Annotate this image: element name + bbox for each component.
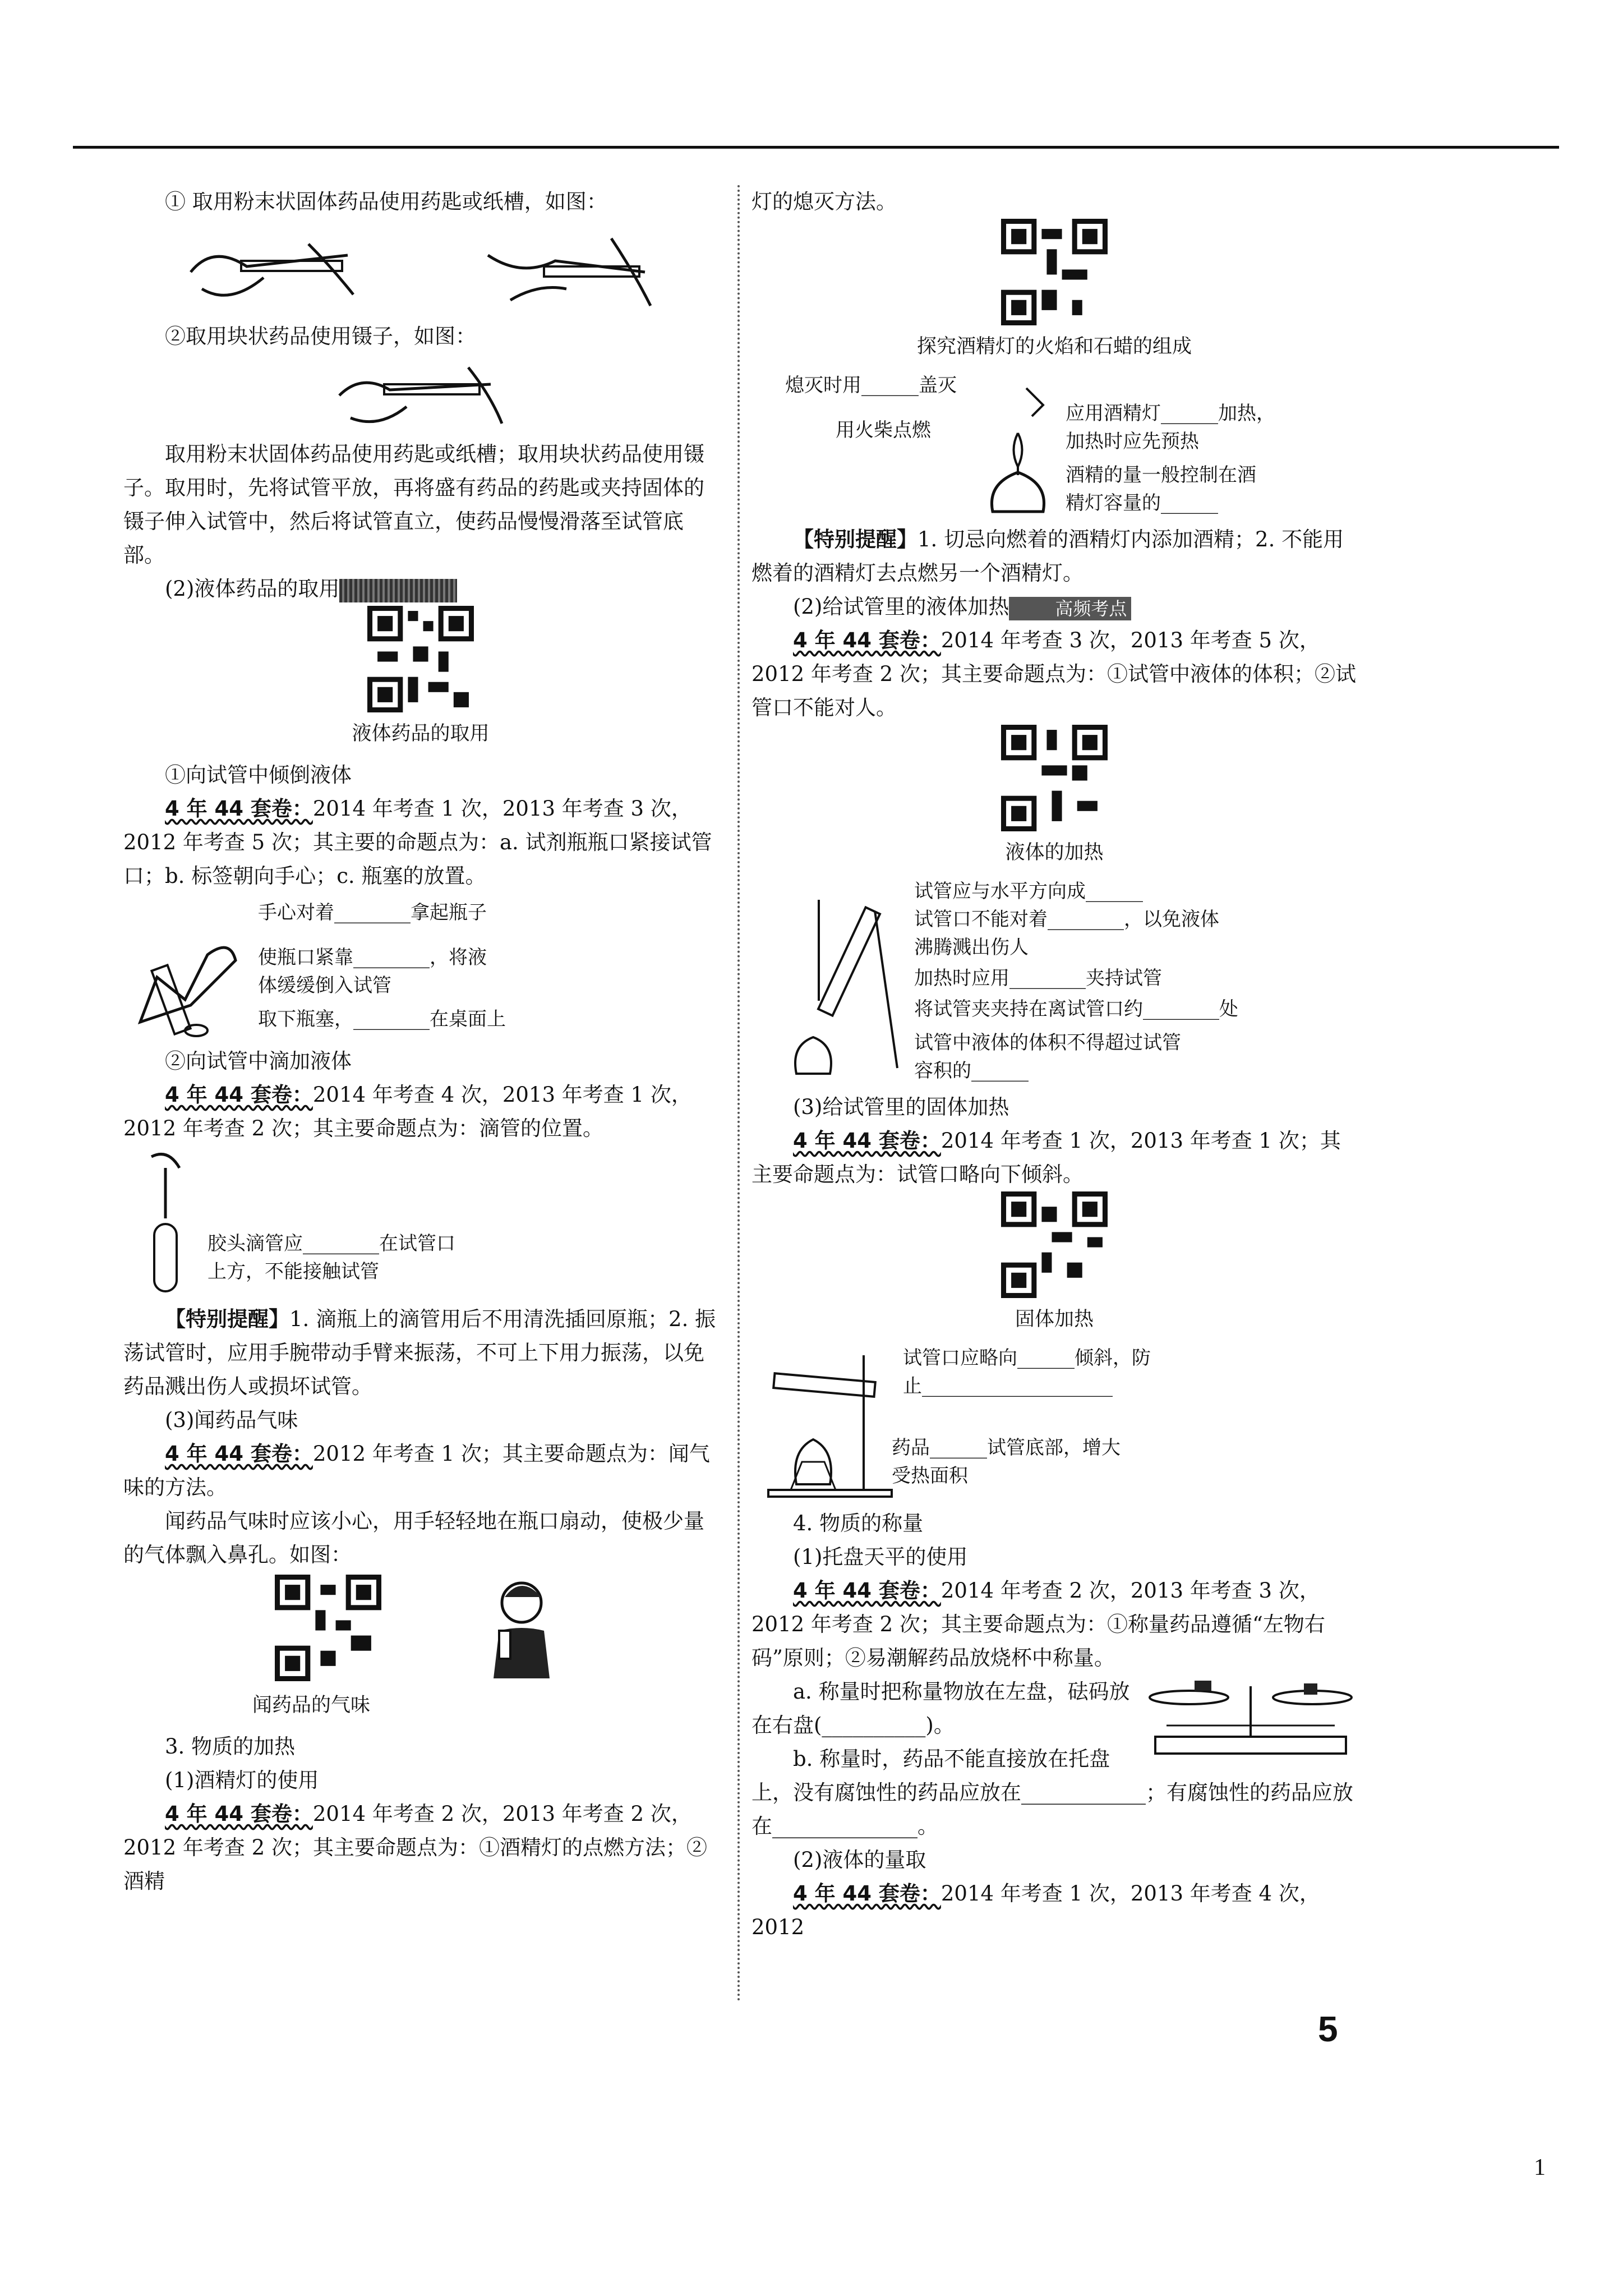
lamp-exam-text: 4 年 44 套卷：2014 年考查 2 次，2013 年考查 2 次，2012 年考查 2 次；其主要命题点为：①酒精灯的点燃方法；②酒精 (123, 1802, 707, 1893)
lamp-caption: 探究酒精灯的火焰和石蜡的组成 (916, 335, 1192, 358)
liq-label-4: 加热时应用________夹持试管 (914, 967, 1162, 990)
exam-tag: 4 年 44 套卷： (165, 1442, 313, 1466)
solid-label-3: 药品______试管底部，增大 (892, 1437, 1121, 1459)
balance-scale-illustration (1144, 1675, 1357, 1770)
lamp-label-1: 熄灭时用______盖灭 (785, 374, 957, 397)
measure-heading: (2)液体的量取 (793, 1848, 926, 1872)
pour-label-2: 使瓶口紧靠________，将液 (258, 946, 487, 969)
tweezers-hands-illustration (328, 356, 513, 435)
drop-exam-text: 4 年 44 套卷：2014 年考查 4 次，2013 年考查 1 次，2012 年考查 2 次；其主要命题点为：滴管的位置。 (123, 1083, 692, 1140)
page-number: 5 (1318, 2009, 1338, 2049)
liq-label-7: 容积的______ (914, 1060, 1029, 1082)
drop-diagram (123, 1145, 718, 1303)
exam-tag: 4 年 44 套卷： (793, 1881, 941, 1906)
pour-label-4: 取下瓶塞，________在桌面上 (258, 1008, 506, 1030)
liq-label-3: 沸腾溅出伤人 (914, 936, 1029, 959)
exam-tag: 4 年 44 套卷： (793, 1129, 941, 1153)
pour-exam-text: 4 年 44 套卷：2014 年考查 1 次，2013 年考查 3 次，2012 年考查 5 次；其主要的命题点为：a. 试剂瓶瓶口紧接试管口；b. 标签朝向手心；c. 瓶塞的放置。 (123, 797, 712, 888)
balance-a: a. 称量时把称量物放在左盘，砝码放在右盘(__________)。 (751, 1680, 1130, 1737)
smell-exam-text: 4 年 44 套卷：2012 年考查 1 次；其主要命题点为：闻气味的方法。 (123, 1442, 710, 1499)
high-frequency-badge: 高频考点 (1009, 597, 1131, 620)
qr-code-icon[interactable] (1001, 725, 1108, 831)
drop-label-1: 胶头滴管应________在试管口 (208, 1232, 455, 1255)
tweezers-text: ②取用块状药品使用镊子，如图： (165, 324, 476, 348)
alcohol-lamp-illustration (976, 383, 1060, 517)
liquid-heat-caption: 液体的加热 (1005, 841, 1104, 864)
lamp-heading: (1)酒精灯的使用 (165, 1768, 319, 1792)
liquid-heat-heading: (2)给试管里的液体加热 高频考点 (751, 590, 1357, 624)
solid-heat-caption: 固体加热 (1015, 1308, 1094, 1331)
pour-label-1: 手心对着________拿起瓶子 (258, 901, 487, 924)
smell-heading: (3)闻药品气味 (165, 1408, 298, 1432)
pouring-illustration (123, 893, 252, 1039)
lamp-label-5: 酒精的量一般控制在酒 (1066, 464, 1256, 486)
lamp-label-3: 应用酒精灯______加热， (1066, 402, 1275, 425)
remind-2: 【特别提醒】1. 切忌向燃着的酒精灯内添加酒精；2. 不能用燃着的酒精灯去点燃另一个酒精灯。 (751, 527, 1344, 585)
liq-label-5: 将试管夹夹持在离试管口约________处 (914, 998, 1238, 1020)
weighing-heading: 4. 物质的称量 (793, 1511, 924, 1535)
qr-code-icon[interactable] (367, 606, 474, 712)
smell-paragraph: 闻药品气味时应该小心，用手轻轻地在瓶口扇动，使极少量的气体飘入鼻孔。如图： (123, 1509, 704, 1567)
person-smelling-illustration (482, 1575, 566, 1681)
solid-heating-apparatus-illustration (763, 1350, 897, 1501)
qr-code-icon[interactable] (275, 1575, 381, 1681)
continuation-text: 灯的熄灭方法。 (751, 190, 897, 214)
drop-heading: ②向试管中滴加液体 (165, 1049, 352, 1073)
tweezers-figure (123, 353, 718, 438)
solid-label-2: 止____________________ (903, 1375, 1113, 1397)
test-tube-heating-illustration (785, 889, 909, 1079)
dropper-illustration (123, 1145, 208, 1297)
lamp-qr-block (751, 219, 1357, 325)
footer-page-number: 1 (1534, 2155, 1546, 2180)
solid-method-paragraph: 取用粉末状固体药品使用药匙或纸槽；取用块状药品使用镊子。取用时，先将试管平放，再将盛有药品的药匙或夹持固体的镊子伸入试管中，然后将试管直立，使药品慢慢滑落至试管底部。 (123, 442, 704, 567)
exam-tag: 4 年 44 套卷： (165, 1083, 313, 1107)
liq-label-1: 试管应与水平方向成______ (914, 880, 1143, 903)
balance-exam-text: 4 年 44 套卷：2014 年考查 2 次，2013 年考查 3 次，2012 年考查 2 次；其主要命题点为：①称量药品遵循“左物右码”原则；②易潮解药品放烧杯中称量。 (751, 1579, 1325, 1670)
redacted-badge (339, 579, 457, 602)
pour-diagram (123, 893, 718, 1045)
left-column (123, 185, 718, 1898)
liquid-heat-exam-text: 4 年 44 套卷：2014 年考查 3 次，2013 年考查 5 次，2012 年考查 2 次；其主要命题点为：①试管中液体的体积；②试管口不能对人。 (751, 628, 1356, 720)
exam-tag: 4 年 44 套卷： (793, 628, 941, 652)
header-rule (73, 146, 1559, 149)
pour-heading: ①向试管中倾倒液体 (165, 763, 352, 787)
qr-code-icon[interactable] (1001, 1191, 1108, 1298)
liquid-heat-qr-block (751, 725, 1357, 831)
powder-text: ① 取用粉末状固体药品使用药匙或纸槽，如图： (165, 190, 607, 214)
measure-exam-text: 4 年 44 套卷：2014 年考查 1 次，2013 年考查 4 次，2012 (751, 1881, 1320, 1939)
drop-label-2: 上方，不能接触试管 (208, 1260, 379, 1283)
solid-heat-exam-text: 4 年 44 套卷：2014 年考查 1 次，2013 年考查 1 次；其主要命题点为：试管口略向下倾斜。 (751, 1129, 1341, 1186)
liquid-heading: (2)液体药品的取用 (123, 572, 718, 606)
smell-caption: 闻药品的气味 (252, 1694, 371, 1717)
liquid-qr-block (123, 606, 718, 712)
smell-figure (123, 1572, 718, 1684)
liq-label-2: 试管口不能对着________，以免液体 (914, 908, 1219, 931)
liq-label-6: 试管中液体的体积不得超过试管 (914, 1032, 1181, 1054)
exam-tag: 4 年 44 套卷： (165, 1802, 313, 1826)
spatula-figure (123, 219, 718, 320)
liquid-caption: 液体药品的取用 (352, 723, 490, 745)
right-column (751, 185, 1357, 1944)
column-divider (737, 185, 740, 2003)
liquid-heat-diagram (751, 877, 1357, 1091)
lamp-label-4: 加热时应先预热 (1066, 430, 1199, 453)
heating-heading: 3. 物质的加热 (165, 1734, 296, 1759)
solid-heat-diagram (751, 1344, 1357, 1507)
solid-heat-qr-block (751, 1191, 1357, 1298)
solid-heat-heading: (3)给试管里的固体加热 (793, 1095, 1009, 1119)
paper-trough-hands-illustration (477, 222, 662, 317)
balance-b: b. 称量时，药品不能直接放在托盘上，没有腐蚀性的药品应放在____________；有腐蚀性的药品应放在______________。 (751, 1747, 1353, 1838)
pour-label-3: 体缓缓倒入试管 (258, 974, 391, 997)
lamp-label-2: 用火柴点燃 (836, 419, 931, 441)
balance-block (751, 1675, 1357, 1843)
exam-tag: 4 年 44 套卷： (165, 797, 313, 821)
solid-label-4: 受热面积 (892, 1465, 968, 1487)
lamp-diagram (751, 371, 1357, 523)
exam-tag: 4 年 44 套卷： (793, 1579, 941, 1603)
qr-code-icon[interactable] (1001, 219, 1108, 325)
remind-1: 【特别提醒】1. 滴瓶上的滴管用后不用清洗插回原瓶；2. 振荡试管时，应用手腕带动手臂来振荡，不可上下用力振荡，以免药品溅出伤人或损坏试管。 (123, 1307, 716, 1398)
lamp-label-6: 精灯容量的______ (1066, 492, 1218, 514)
balance-heading: (1)托盘天平的使用 (793, 1545, 968, 1569)
solid-label-1: 试管口应略向______倾斜，防 (903, 1347, 1151, 1369)
spatula-hands-illustration (179, 222, 365, 317)
